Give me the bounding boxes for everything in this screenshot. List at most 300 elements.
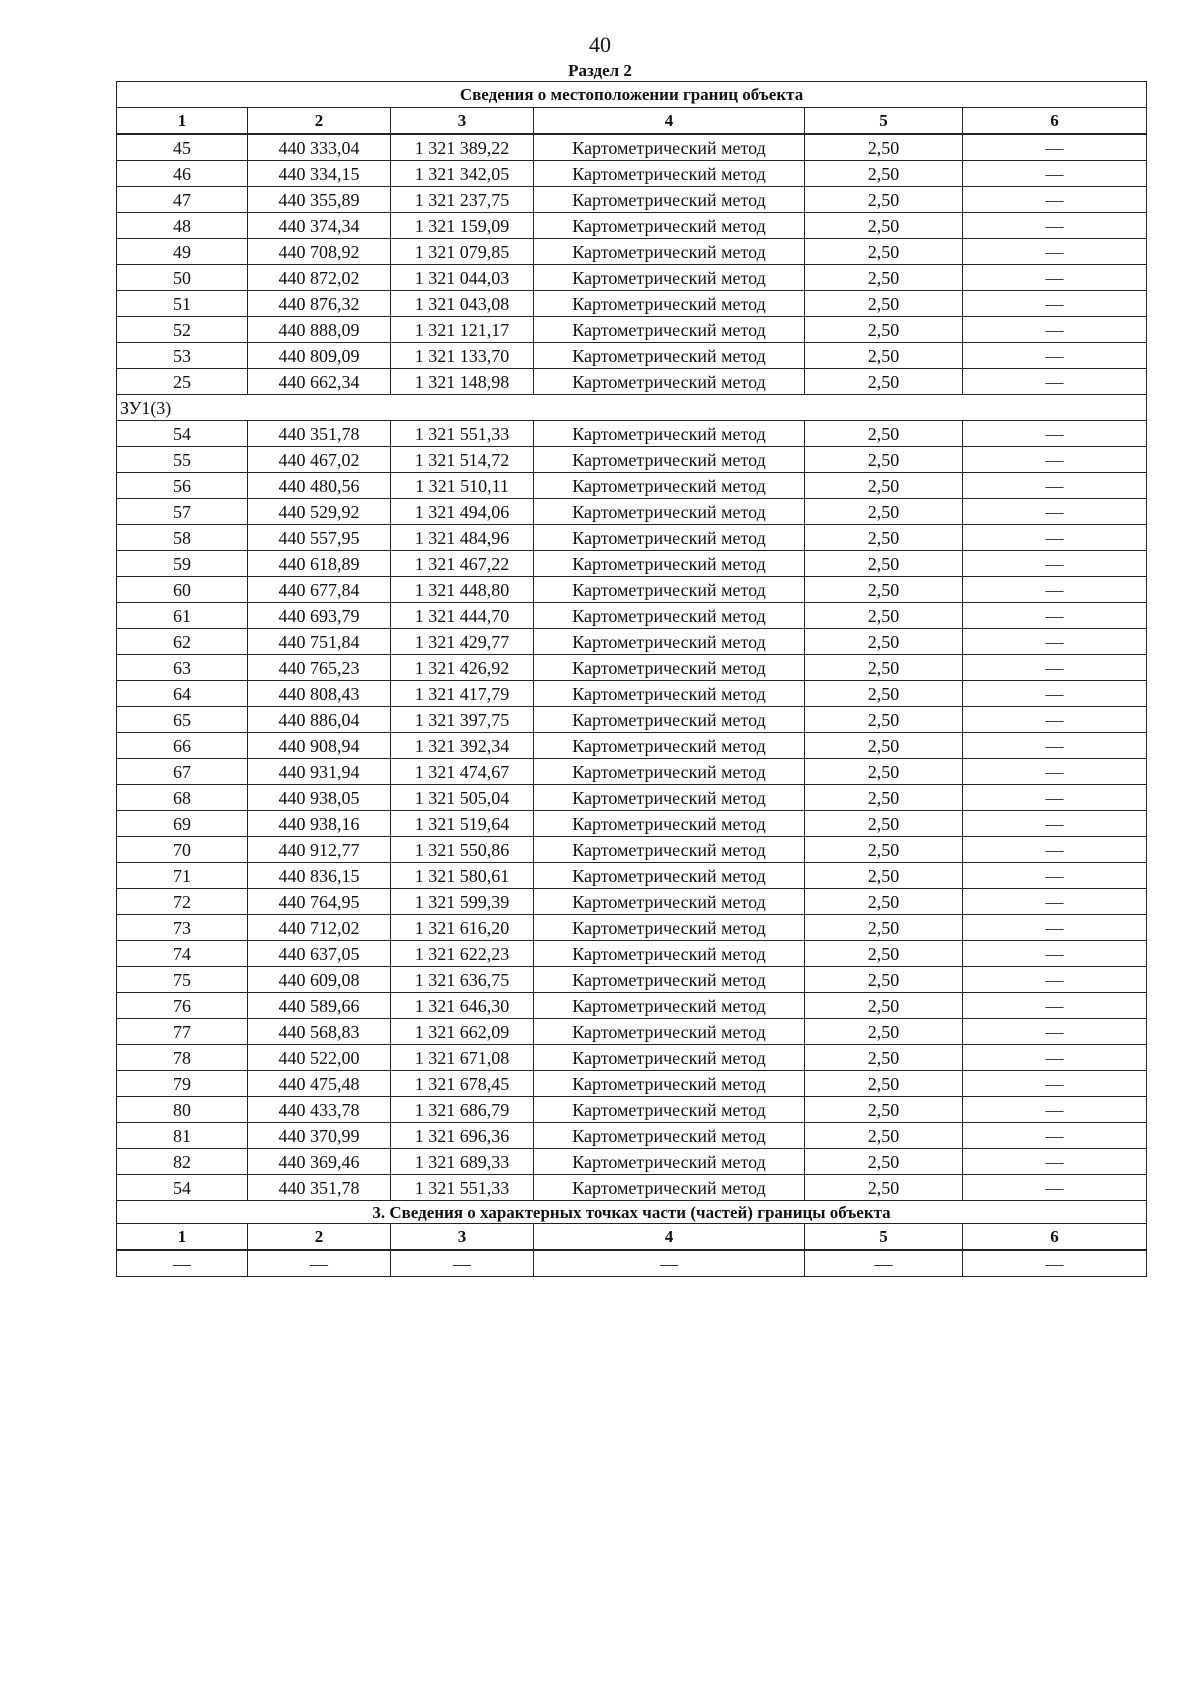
table-cell: 1 321 429,77 (391, 629, 534, 655)
table-row (117, 1175, 1147, 1201)
table-cell: — (963, 915, 1147, 941)
table-cell: 1 321 148,98 (391, 369, 534, 395)
table-cell: 49 (117, 239, 248, 265)
column-header-row (117, 108, 1147, 135)
table-cell: 1 321 514,72 (391, 447, 534, 473)
table-cell: 1 321 551,33 (391, 421, 534, 447)
table-cell: 440 708,92 (248, 239, 391, 265)
table-cell: — (963, 1149, 1147, 1175)
column-header: 2 (248, 1224, 391, 1251)
column-header: 5 (805, 1224, 963, 1251)
table-cell: Картометрический метод (534, 993, 805, 1019)
table-row (117, 447, 1147, 473)
table-row (117, 707, 1147, 733)
column-header: 1 (117, 1224, 248, 1251)
column-header: 2 (248, 108, 391, 135)
table-cell: 440 522,00 (248, 1045, 391, 1071)
table-cell: 2,50 (805, 421, 963, 447)
table-cell: 1 321 551,33 (391, 1175, 534, 1201)
table-cell: — (963, 161, 1147, 187)
table-row (117, 421, 1147, 447)
table-row (117, 317, 1147, 343)
table-cell: 440 872,02 (248, 265, 391, 291)
group-row (117, 395, 1147, 421)
table-cell: 1 321 636,75 (391, 967, 534, 993)
table-cell: 2,50 (805, 1175, 963, 1201)
table-cell: — (963, 785, 1147, 811)
table-cell: Картометрический метод (534, 785, 805, 811)
table-cell: 2,50 (805, 967, 963, 993)
table-body (117, 82, 1147, 1277)
table-cell: 61 (117, 603, 248, 629)
table-cell: Картометрический метод (534, 525, 805, 551)
table-cell: 52 (117, 317, 248, 343)
table-row (117, 733, 1147, 759)
table-cell: — (963, 265, 1147, 291)
table-cell: 1 321 646,30 (391, 993, 534, 1019)
table-cell: — (963, 1019, 1147, 1045)
table-cell: 2,50 (805, 993, 963, 1019)
table-cell: 80 (117, 1097, 248, 1123)
table-cell: 440 467,02 (248, 447, 391, 473)
table-cell: — (963, 1097, 1147, 1123)
boundary-table (116, 81, 1147, 1277)
table-cell: 74 (117, 941, 248, 967)
table-cell: — (117, 1250, 248, 1277)
table-cell: — (963, 343, 1147, 369)
table-cell: 440 557,95 (248, 525, 391, 551)
table-row (117, 967, 1147, 993)
table-cell: 54 (117, 1175, 248, 1201)
table-cell: Картометрический метод (534, 915, 805, 941)
table-row (117, 1250, 1147, 1277)
table-cell: 2,50 (805, 603, 963, 629)
table-cell: 2,50 (805, 733, 963, 759)
table-cell: — (534, 1250, 805, 1277)
table-cell: 62 (117, 629, 248, 655)
table-cell: 46 (117, 161, 248, 187)
table-cell: 440 355,89 (248, 187, 391, 213)
table-cell: Картометрический метод (534, 1045, 805, 1071)
table-cell: 1 321 510,11 (391, 473, 534, 499)
table-cell: 440 351,78 (248, 421, 391, 447)
table-cell: 2,50 (805, 1071, 963, 1097)
table-cell: 2,50 (805, 941, 963, 967)
table-cell: 440 912,77 (248, 837, 391, 863)
table-row (117, 1019, 1147, 1045)
table-cell: 2,50 (805, 343, 963, 369)
column-header: 6 (963, 108, 1147, 135)
table-row (117, 993, 1147, 1019)
table-cell: — (391, 1250, 534, 1277)
table-cell: — (963, 889, 1147, 915)
table-cell: Картометрический метод (534, 187, 805, 213)
table-cell: Картометрический метод (534, 1071, 805, 1097)
table-cell: Картометрический метод (534, 889, 805, 915)
table-cell: 440 693,79 (248, 603, 391, 629)
table-cell: 71 (117, 863, 248, 889)
table-row (117, 213, 1147, 239)
table-row (117, 265, 1147, 291)
table-row (117, 473, 1147, 499)
table-cell: 2,50 (805, 681, 963, 707)
table-cell: 2,50 (805, 707, 963, 733)
table-cell: Картометрический метод (534, 759, 805, 785)
table-row (117, 759, 1147, 785)
table-cell: 1 321 237,75 (391, 187, 534, 213)
table-cell: 2,50 (805, 213, 963, 239)
table-cell: 2,50 (805, 134, 963, 161)
table-cell: 51 (117, 291, 248, 317)
table-cell: Картометрический метод (534, 343, 805, 369)
table-cell: 2,50 (805, 1149, 963, 1175)
table-cell: 440 764,95 (248, 889, 391, 915)
table-cell: Картометрический метод (534, 551, 805, 577)
table-cell: 440 529,92 (248, 499, 391, 525)
table-cell: — (963, 213, 1147, 239)
table-row (117, 629, 1147, 655)
table-row (117, 239, 1147, 265)
table-cell: Картометрический метод (534, 317, 805, 343)
table-cell: Картометрический метод (534, 577, 805, 603)
table-cell: Картометрический метод (534, 1019, 805, 1045)
table-cell: 440 876,32 (248, 291, 391, 317)
table-cell: — (963, 473, 1147, 499)
table-cell: 79 (117, 1071, 248, 1097)
table-row (117, 291, 1147, 317)
table-cell: 1 321 550,86 (391, 837, 534, 863)
table-cell: 1 321 686,79 (391, 1097, 534, 1123)
table-cell: 69 (117, 811, 248, 837)
table-cell: 2,50 (805, 915, 963, 941)
table-cell: 66 (117, 733, 248, 759)
table-cell: 440 609,08 (248, 967, 391, 993)
table-cell: 1 321 417,79 (391, 681, 534, 707)
table-cell: 1 321 599,39 (391, 889, 534, 915)
table-cell: 440 712,02 (248, 915, 391, 941)
table-cell: — (963, 837, 1147, 863)
section3-header-row (117, 1224, 1147, 1251)
table-cell: 2,50 (805, 161, 963, 187)
table-cell: 47 (117, 187, 248, 213)
table-cell: 440 908,94 (248, 733, 391, 759)
table-cell: 1 321 079,85 (391, 239, 534, 265)
table-cell: 440 938,05 (248, 785, 391, 811)
table-cell: 78 (117, 1045, 248, 1071)
table-cell: 440 589,66 (248, 993, 391, 1019)
table-cell: 2,50 (805, 785, 963, 811)
table-cell: — (963, 603, 1147, 629)
table-cell: Картометрический метод (534, 707, 805, 733)
table-cell: 1 321 484,96 (391, 525, 534, 551)
column-header: 6 (963, 1224, 1147, 1251)
table-cell: — (963, 681, 1147, 707)
table-cell: Картометрический метод (534, 1149, 805, 1175)
table-cell: 2,50 (805, 291, 963, 317)
table-cell: 1 321 159,09 (391, 213, 534, 239)
table-cell: 440 618,89 (248, 551, 391, 577)
table-row (117, 1097, 1147, 1123)
table-cell: 440 374,34 (248, 213, 391, 239)
table-cell: 76 (117, 993, 248, 1019)
table-cell: 2,50 (805, 369, 963, 395)
table-cell: 1 321 133,70 (391, 343, 534, 369)
table-cell: Картометрический метод (534, 1123, 805, 1149)
table-cell: 2,50 (805, 759, 963, 785)
table-cell: 1 321 580,61 (391, 863, 534, 889)
page-number: 40 (589, 32, 611, 57)
table-cell: 2,50 (805, 1123, 963, 1149)
table-cell: 70 (117, 837, 248, 863)
table-cell: 1 321 121,17 (391, 317, 534, 343)
table-cell: Картометрический метод (534, 239, 805, 265)
table-cell: — (963, 499, 1147, 525)
table-cell: 2,50 (805, 629, 963, 655)
table-cell: 2,50 (805, 889, 963, 915)
table-cell: 1 321 622,23 (391, 941, 534, 967)
table-row (117, 655, 1147, 681)
table-cell: 1 321 043,08 (391, 291, 534, 317)
table-cell: Картометрический метод (534, 265, 805, 291)
table-cell: 440 662,34 (248, 369, 391, 395)
table-cell: — (963, 317, 1147, 343)
table-cell: 1 321 474,67 (391, 759, 534, 785)
table-cell: — (963, 447, 1147, 473)
table-cell: 1 321 671,08 (391, 1045, 534, 1071)
table-cell: — (963, 655, 1147, 681)
table-cell: — (963, 369, 1147, 395)
table-cell: — (963, 1045, 1147, 1071)
table-cell: — (963, 551, 1147, 577)
table-cell: 67 (117, 759, 248, 785)
table-cell: 1 321 342,05 (391, 161, 534, 187)
table-cell: Картометрический метод (534, 967, 805, 993)
table-cell: 2,50 (805, 863, 963, 889)
table-cell: 1 321 616,20 (391, 915, 534, 941)
table-cell: — (963, 1071, 1147, 1097)
table-cell: Картометрический метод (534, 447, 805, 473)
table-row (117, 785, 1147, 811)
table-row (117, 941, 1147, 967)
table-cell: 75 (117, 967, 248, 993)
table-row (117, 187, 1147, 213)
table-row (117, 343, 1147, 369)
table-cell: 77 (117, 1019, 248, 1045)
table-cell: 81 (117, 1123, 248, 1149)
table-cell: 55 (117, 447, 248, 473)
table-row (117, 863, 1147, 889)
table-row (117, 1123, 1147, 1149)
table-row (117, 889, 1147, 915)
table-cell: — (963, 134, 1147, 161)
table-cell: 1 321 426,92 (391, 655, 534, 681)
table-cell: — (963, 187, 1147, 213)
table-row (117, 603, 1147, 629)
table-row (117, 681, 1147, 707)
table-cell: 59 (117, 551, 248, 577)
table-row (117, 369, 1147, 395)
table-cell: 440 568,83 (248, 1019, 391, 1045)
table-cell: — (963, 239, 1147, 265)
table-cell: — (963, 733, 1147, 759)
table-cell: 1 321 696,36 (391, 1123, 534, 1149)
table-cell: Картометрический метод (534, 473, 805, 499)
table-cell: 2,50 (805, 473, 963, 499)
table-cell: — (963, 967, 1147, 993)
table-cell: 1 321 519,64 (391, 811, 534, 837)
section3-title-row (117, 1201, 1147, 1224)
table-cell: Картометрический метод (534, 499, 805, 525)
table-cell: 2,50 (805, 499, 963, 525)
table-cell: 440 433,78 (248, 1097, 391, 1123)
table-cell: 72 (117, 889, 248, 915)
column-header: 3 (391, 108, 534, 135)
section-title: Раздел 2 (568, 61, 632, 80)
table-cell: 440 480,56 (248, 473, 391, 499)
table-cell: Картометрический метод (534, 681, 805, 707)
table-cell: 440 333,04 (248, 134, 391, 161)
table-row (117, 577, 1147, 603)
table-cell: 1 321 444,70 (391, 603, 534, 629)
table-cell: 65 (117, 707, 248, 733)
table-cell: 2,50 (805, 577, 963, 603)
table-cell: 1 321 467,22 (391, 551, 534, 577)
column-header: 3 (391, 1224, 534, 1251)
table-row (117, 134, 1147, 161)
table-cell: 440 931,94 (248, 759, 391, 785)
table-cell: 56 (117, 473, 248, 499)
table-cell: 25 (117, 369, 248, 395)
table-caption-row (117, 82, 1147, 108)
table-cell: 60 (117, 577, 248, 603)
table-cell: — (963, 291, 1147, 317)
table-row (117, 551, 1147, 577)
table-cell: — (963, 629, 1147, 655)
table-row (117, 525, 1147, 551)
table-cell: Картометрический метод (534, 629, 805, 655)
table-cell: 2,50 (805, 1097, 963, 1123)
table-cell: 440 836,15 (248, 863, 391, 889)
table-cell: Картометрический метод (534, 837, 805, 863)
table-cell: 73 (117, 915, 248, 941)
table-cell: 57 (117, 499, 248, 525)
table-row (117, 837, 1147, 863)
table-row (117, 811, 1147, 837)
table-cell: Картометрический метод (534, 733, 805, 759)
table-cell: 58 (117, 525, 248, 551)
table-row (117, 1045, 1147, 1071)
table-row (117, 915, 1147, 941)
table-cell: Картометрический метод (534, 291, 805, 317)
table-cell: — (963, 525, 1147, 551)
table-cell: Картометрический метод (534, 1097, 805, 1123)
table-cell: 2,50 (805, 1019, 963, 1045)
table-cell: 440 637,05 (248, 941, 391, 967)
table-cell: 2,50 (805, 525, 963, 551)
table-cell: 440 370,99 (248, 1123, 391, 1149)
table-cell: Картометрический метод (534, 369, 805, 395)
table-cell: 2,50 (805, 187, 963, 213)
table-cell: 1 321 689,33 (391, 1149, 534, 1175)
table-cell: Картометрический метод (534, 811, 805, 837)
table-cell: 1 321 662,09 (391, 1019, 534, 1045)
table-cell: 2,50 (805, 1045, 963, 1071)
table-cell: 68 (117, 785, 248, 811)
table-caption: Сведения о местоположении границ объекта (117, 82, 1147, 108)
table-cell: — (963, 941, 1147, 967)
table-cell: 440 808,43 (248, 681, 391, 707)
table-cell: 440 765,23 (248, 655, 391, 681)
table-cell: 54 (117, 421, 248, 447)
table-cell: 440 809,09 (248, 343, 391, 369)
table-cell: — (963, 421, 1147, 447)
table-cell: — (963, 1123, 1147, 1149)
table-cell: 1 321 678,45 (391, 1071, 534, 1097)
section3-title: 3. Сведения о характерных точках части (частей) границы объекта (117, 1201, 1147, 1224)
table-cell: 64 (117, 681, 248, 707)
table-cell: 1 321 494,06 (391, 499, 534, 525)
table-cell: 440 369,46 (248, 1149, 391, 1175)
table-cell: Картометрический метод (534, 1175, 805, 1201)
table-cell: — (963, 577, 1147, 603)
table-cell: 53 (117, 343, 248, 369)
table-cell: 2,50 (805, 551, 963, 577)
table-cell: 1 321 505,04 (391, 785, 534, 811)
table-cell: 1 321 392,34 (391, 733, 534, 759)
column-header: 4 (534, 1224, 805, 1251)
table-cell: 48 (117, 213, 248, 239)
table-cell: 1 321 044,03 (391, 265, 534, 291)
table-cell: 82 (117, 1149, 248, 1175)
table-cell: 440 888,09 (248, 317, 391, 343)
table-row (117, 499, 1147, 525)
table-cell: Картометрический метод (534, 421, 805, 447)
column-header: 5 (805, 108, 963, 135)
table-row (117, 1071, 1147, 1097)
table-cell: Картометрический метод (534, 213, 805, 239)
table-cell: — (963, 863, 1147, 889)
table-cell: 440 886,04 (248, 707, 391, 733)
table-cell: 1 321 389,22 (391, 134, 534, 161)
table-cell: Картометрический метод (534, 655, 805, 681)
table-cell: Картометрический метод (534, 134, 805, 161)
table-cell: 440 334,15 (248, 161, 391, 187)
table-cell: 50 (117, 265, 248, 291)
table-cell: — (963, 759, 1147, 785)
table-cell: 2,50 (805, 265, 963, 291)
table-cell: 2,50 (805, 447, 963, 473)
table-cell: 440 351,78 (248, 1175, 391, 1201)
table-cell: 45 (117, 134, 248, 161)
table-cell: Картометрический метод (534, 863, 805, 889)
table-cell: 63 (117, 655, 248, 681)
table-cell: — (963, 993, 1147, 1019)
table-cell: — (805, 1250, 963, 1277)
group-label: ЗУ1(3) (117, 395, 1147, 421)
table-row (117, 161, 1147, 187)
table-cell: 1 321 448,80 (391, 577, 534, 603)
table-cell: — (248, 1250, 391, 1277)
table-cell: 2,50 (805, 317, 963, 343)
table-cell: 440 475,48 (248, 1071, 391, 1097)
table-cell: 2,50 (805, 239, 963, 265)
table-cell: — (963, 1250, 1147, 1277)
table-cell: Картометрический метод (534, 161, 805, 187)
table-cell: 2,50 (805, 837, 963, 863)
table-cell: — (963, 811, 1147, 837)
table-row (117, 1149, 1147, 1175)
table-cell: 2,50 (805, 811, 963, 837)
